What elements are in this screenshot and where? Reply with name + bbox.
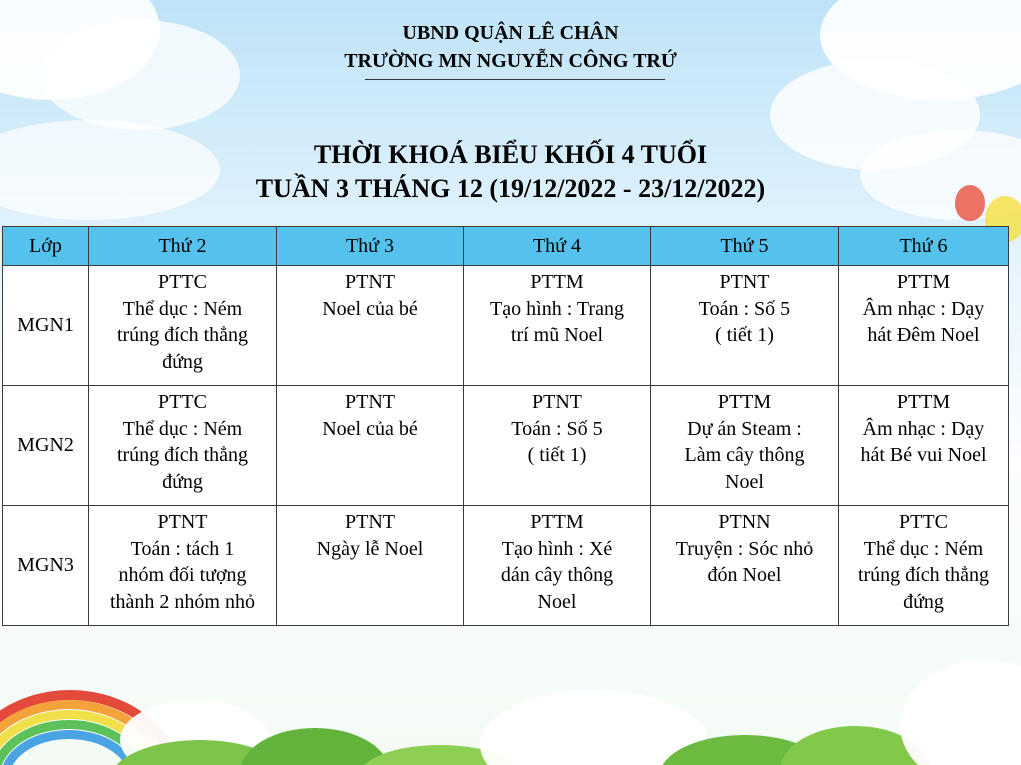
column-header-class: Lớp [3,227,89,266]
cell-text: Âm nhạc : Dạy [862,417,985,440]
column-header-wednesday: Thứ 4 [464,227,651,266]
cell-text: trúng đích thẳng [857,564,990,586]
page-title: THỜI KHOÁ BIỂU KHỐI 4 TUỔI [313,140,708,169]
cell-text: PTNT [345,271,395,293]
header-underline [365,79,665,80]
schedule-cell [89,386,277,506]
cell-text: Âm nhạc : Dạy [862,297,985,320]
column-header-monday: Thứ 2 [89,227,277,266]
schedule-cell [651,506,839,626]
cell-text: Noel của bé [322,297,418,320]
column-header-friday: Thứ 6 [839,227,1009,266]
cell-text: PTNT [532,391,582,413]
cell-text: đứng [903,590,944,613]
org-name-line-1: UBND QUẬN LÊ CHÂN [402,22,619,44]
cell-text: Truyện : Sóc nhỏ [675,537,814,560]
cell-text: hát Bé vui Noel [860,444,987,466]
cell-text: Toán : Số 5 [511,417,603,440]
schedule-cell [277,386,464,506]
cell-text: dán cây thông [500,564,614,586]
cell-text: PTTM [530,511,584,533]
cell-text: trúng đích thẳng [116,444,249,466]
class-name-cell: MGN1 [3,266,89,386]
cell-text: PTTM [717,391,772,413]
cell-text: đón Noel [707,564,782,586]
cell-text: đứng [162,470,203,493]
class-name-cell: MGN2 [3,386,89,506]
cell-text: Làm cây thông [684,444,805,466]
cell-text: PTTM [896,271,951,293]
cell-text: Noel [725,470,764,493]
column-header-tuesday: Thứ 3 [277,227,464,266]
cell-text: PTNT [157,511,208,533]
schedule-cell [464,266,651,386]
cell-text: PTNT [345,391,395,413]
org-name-line-2: TRƯỜNG MN NGUYỄN CÔNG TRỨ [344,50,677,72]
cell-text: Toán : tách 1 [130,537,235,560]
cell-text: hát Đêm Noel [867,324,980,346]
cell-text: Dự án Steam : [687,417,802,440]
schedule-cell [839,386,1009,506]
cell-text: Thể dục : Ném [863,537,984,560]
cell-text: PTNN [718,511,771,533]
column-header-thursday: Thứ 5 [651,227,839,266]
timetable [2,226,1009,626]
schedule-cell [89,266,277,386]
cell-text: Ngày lễ Noel [316,537,424,560]
cell-text: trí mũ Noel [510,324,604,346]
cell-text: PTNT [719,271,770,293]
cell-text: Tạo hình : Xé [501,537,613,560]
cell-text: ( tiết 1) [527,444,587,466]
table-row [3,386,1009,506]
cell-text: PTTC [158,271,207,293]
page-subtitle: TUẦN 3 THÁNG 12 (19/12/2022 - 23/12/2022) [255,174,766,203]
table-header-row [3,227,1009,266]
cell-text: Thể dục : Ném [122,297,243,320]
schedule-cell [277,266,464,386]
cell-text: trúng đích thẳng [116,324,249,346]
table-row [3,266,1009,386]
table-row [3,506,1009,626]
cell-text: Toán : Số 5 [698,297,791,320]
cell-text: PTTM [896,391,951,413]
cell-text: nhóm đối tượng [118,564,247,586]
schedule-cell [839,266,1009,386]
schedule-cell [651,386,839,506]
schedule-cell [89,506,277,626]
cell-text: thành 2 nhóm nhỏ [110,590,255,613]
cell-text: PTTC [158,391,207,413]
cell-text: Noel [537,590,577,613]
schedule-cell [839,506,1009,626]
cell-text: PTNT [345,511,395,533]
schedule-cell [464,386,651,506]
class-name-cell: MGN3 [3,506,89,626]
schedule-cell [651,266,839,386]
schedule-cell [277,506,464,626]
cell-text: Tạo hình : Trang [490,297,624,320]
cell-text: PTTM [530,271,584,293]
cell-text: Thể dục : Ném [122,417,243,440]
cell-text: Noel của bé [322,417,418,440]
cell-text: đứng [162,350,203,373]
cell-text: ( tiết 1) [715,324,774,346]
cell-text: PTTC [899,511,948,533]
schedule-cell [464,506,651,626]
